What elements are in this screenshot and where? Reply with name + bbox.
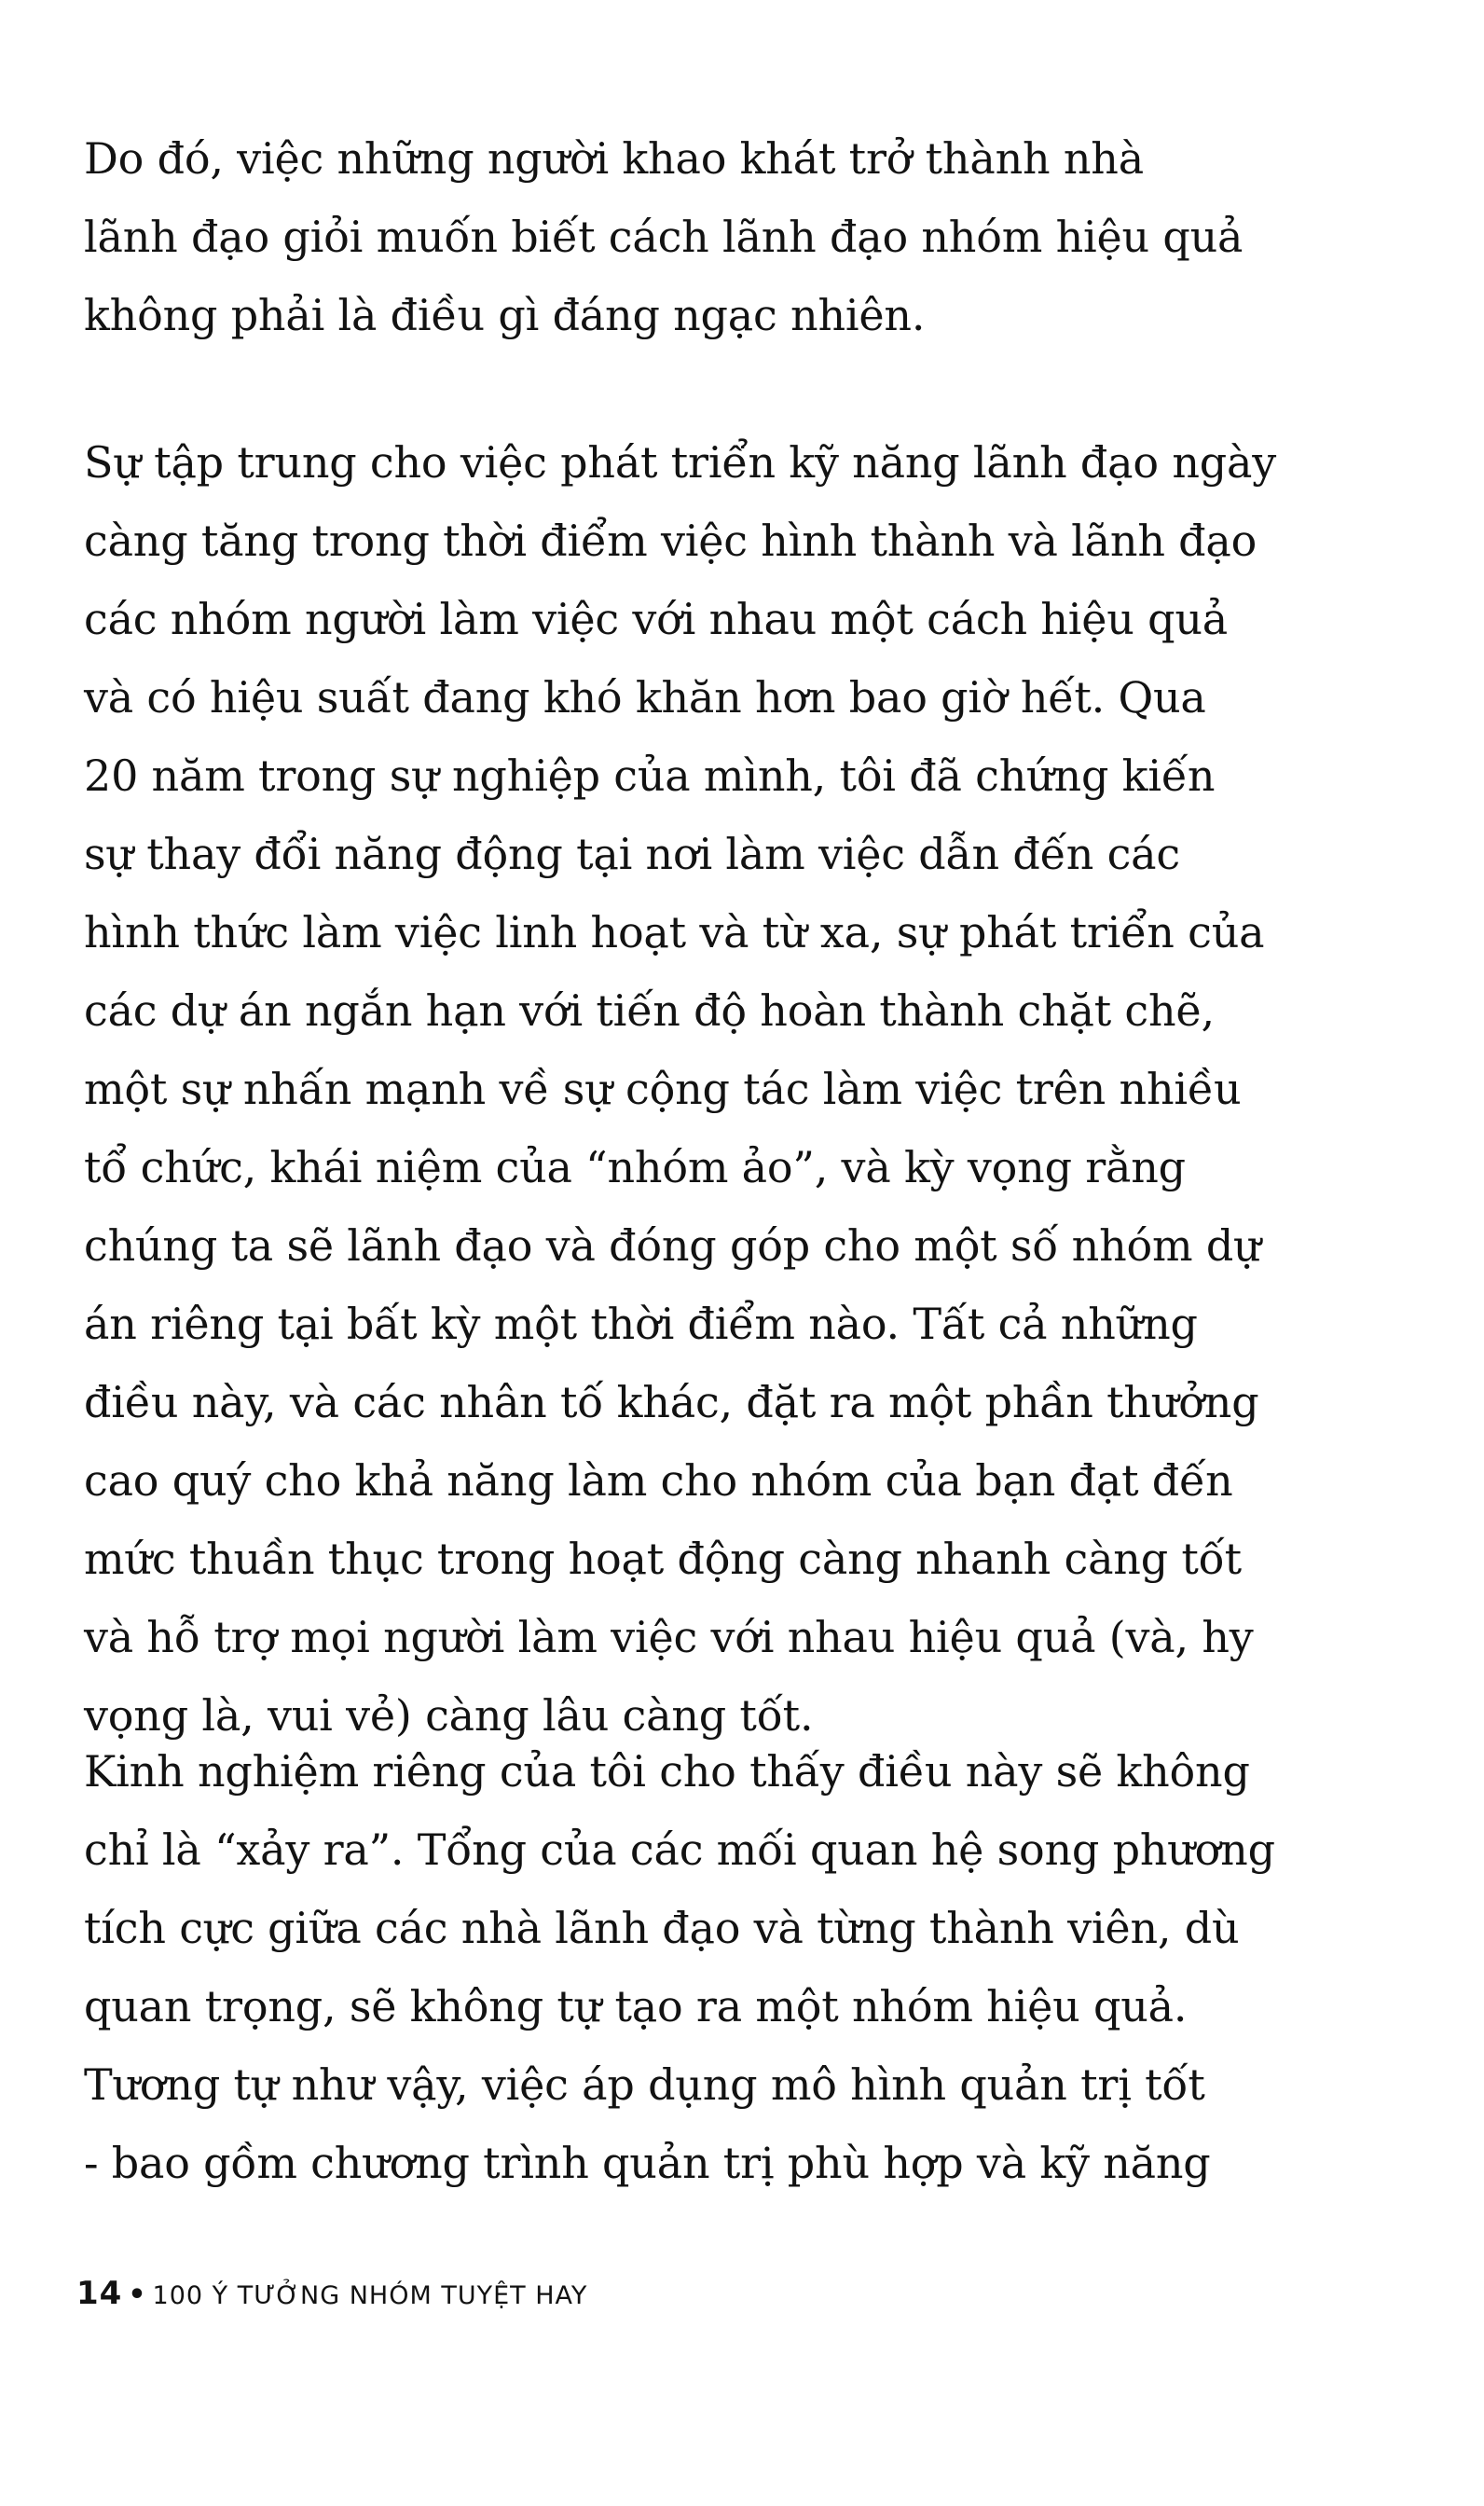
book-title: 100 Ý TƯỞNG NHÓM TUYỆT HAY — [152, 2281, 588, 2310]
text-line: án riêng tại bất kỳ một thời điểm nào. Tất cả những — [84, 1299, 1198, 1349]
text-line: 20 năm trong sự nghiệp của mình, tôi đã chứng kiến — [84, 750, 1216, 801]
text-line: và có hiệu suất đang khó khăn hơn bao giờ hết. Qua — [84, 672, 1206, 723]
text-line: quan trọng, sẽ không tự tạo ra một nhóm hiệu quả. — [84, 1981, 1188, 2031]
text-line: chỉ là “xảy ra”. Tổng của các mối quan hệ song phương — [84, 1824, 1275, 1875]
text-line: - bao gồm chương trình quản trị phù hợp và kỹ năng — [84, 2138, 1211, 2188]
text-line: cao quý cho khả năng làm cho nhóm của bạn đạt đến — [84, 1455, 1233, 1506]
text-line: càng tăng trong thời điểm việc hình thành và lãnh đạo — [84, 516, 1257, 566]
text-line: Tương tự như vậy, việc áp dụng mô hình quản trị tốt — [84, 2059, 1205, 2110]
text-line: các nhóm người làm việc với nhau một cách hiệu quả — [84, 594, 1229, 644]
page-footer — [76, 2275, 587, 2312]
text-line: các dự án ngắn hạn với tiến độ hoàn thành chặt chẽ, — [84, 985, 1215, 1036]
text-line: Kinh nghiệm riêng của tôi cho thấy điều này sẽ không — [84, 1746, 1250, 1797]
text-line: mức thuần thục trong hoạt động càng nhanh càng tốt — [84, 1534, 1242, 1584]
text-line: hình thức làm việc linh hoạt và từ xa, sự phát triển của — [84, 907, 1265, 957]
text-line: không phải là điều gì đáng ngạc nhiên. — [84, 290, 926, 340]
page-number: 14 — [76, 2275, 123, 2312]
text-line: Do đó, việc những người khao khát trở thành nhà — [84, 133, 1144, 184]
text-line: Sự tập trung cho việc phát triển kỹ năng lãnh đạo ngày — [84, 437, 1276, 488]
text-line: điều này, và các nhân tố khác, đặt ra một phần thưởng — [84, 1377, 1259, 1427]
text-line: một sự nhấn mạnh về sự cộng tác làm việc trên nhiều — [84, 1064, 1242, 1114]
text-line: tổ chức, khái niệm của “nhóm ảo”, và kỳ vọng rằng — [84, 1142, 1186, 1192]
text-line: tích cực giữa các nhà lãnh đạo và từng thành viên, dù — [84, 1903, 1240, 1953]
bullet-separator: • — [128, 2279, 147, 2311]
text-line: sự thay đổi năng động tại nơi làm việc dẫn đến các — [84, 829, 1180, 879]
text-line: lãnh đạo giỏi muốn biết cách lãnh đạo nhóm hiệu quả — [84, 212, 1244, 262]
paragraph-3 — [84, 1732, 1275, 2202]
paragraph-2 — [84, 423, 1276, 1755]
paragraph-1 — [84, 119, 1243, 354]
text-line: và hỗ trợ mọi người làm việc với nhau hiệu quả (và, hy — [84, 1612, 1254, 1662]
text-line: vọng là, vui vẻ) càng lâu càng tốt. — [84, 1690, 814, 1741]
text-line: chúng ta sẽ lãnh đạo và đóng góp cho một số nhóm dự — [84, 1220, 1261, 1271]
